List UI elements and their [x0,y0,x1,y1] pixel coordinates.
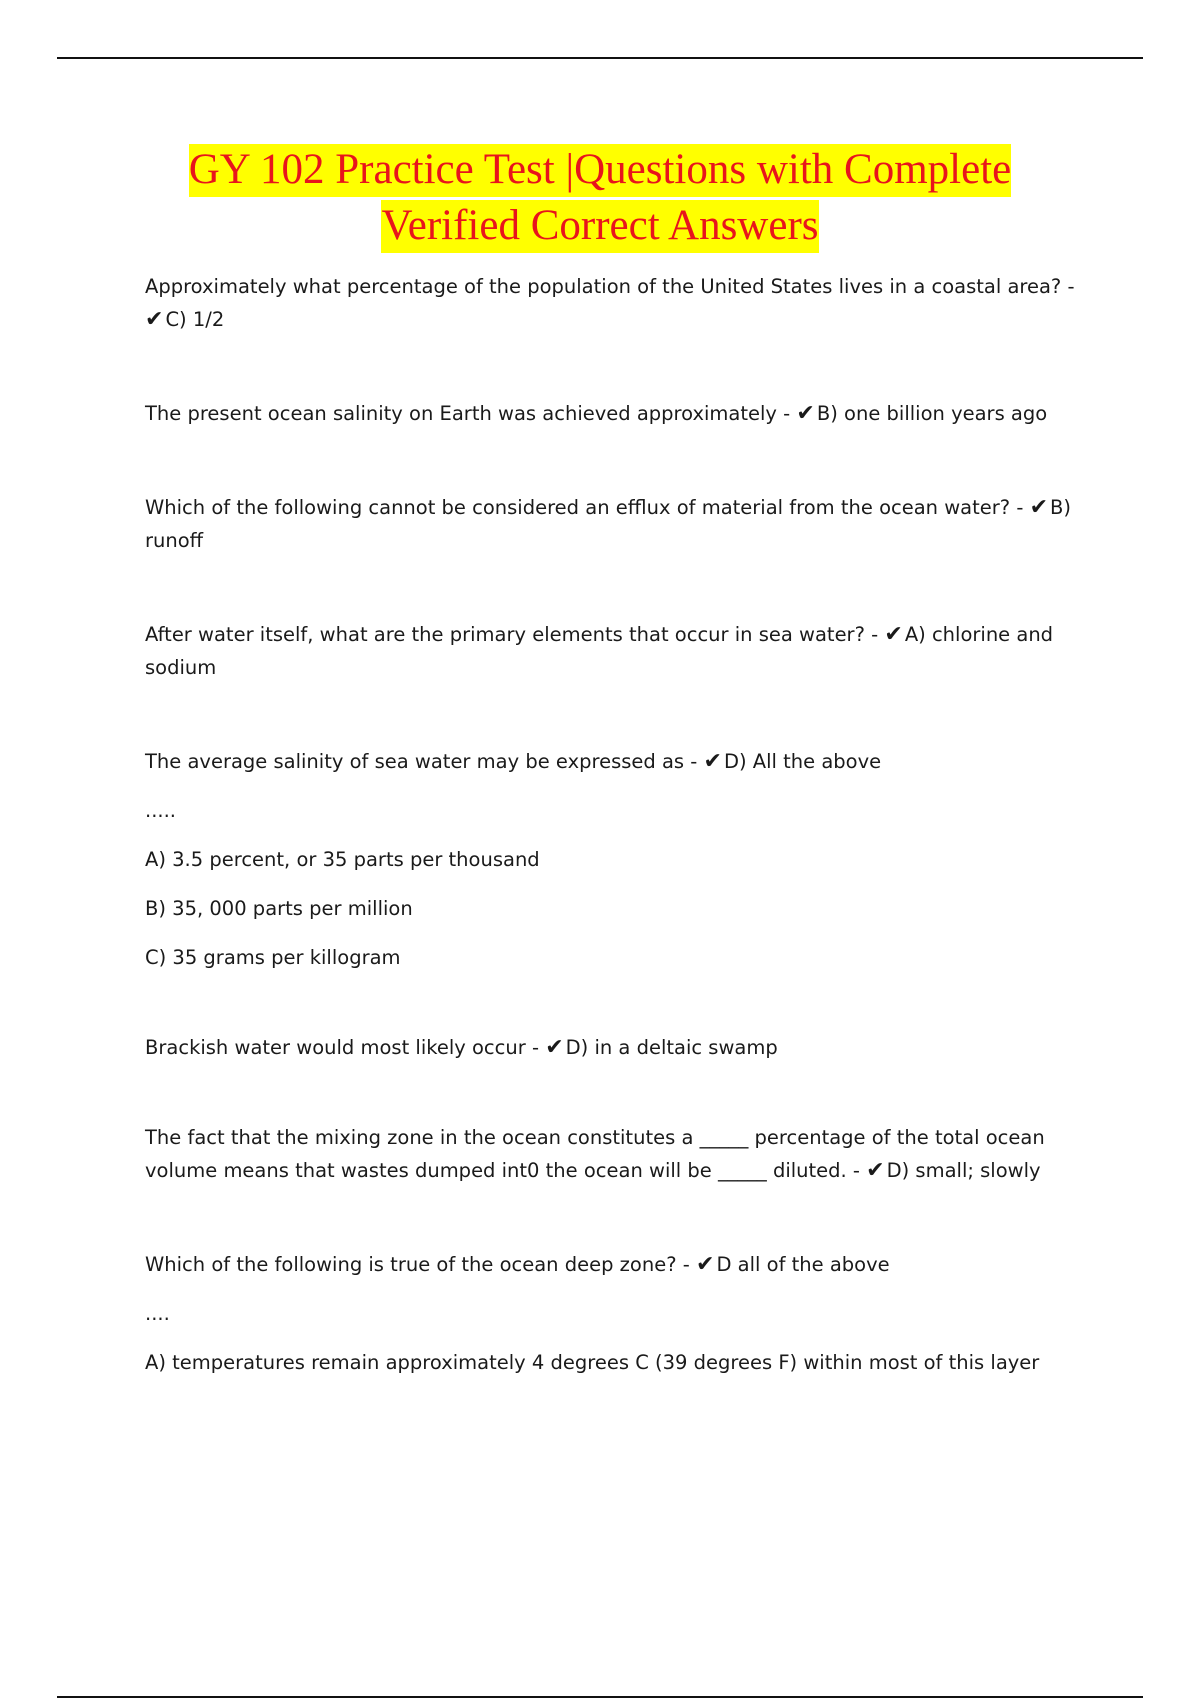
question-item [145,1031,1085,1064]
title-line-2: Verified Correct Answers [381,200,818,253]
title-line-1: GY 102 Practice Test |Questions with Complete [189,144,1011,197]
answer-text: B) runoff [145,496,1072,552]
answer-text: D all of the above [716,1253,890,1276]
question-item [145,1248,1085,1281]
option-item: B) 35, 000 parts per million [145,897,413,920]
answer-text: C) 1/2 [165,308,225,331]
check-mark-icon: ✔ [796,401,815,426]
bottom-rule [57,1696,1143,1698]
question-text: Which of the following cannot be considered an efflux of material from the ocean water? - [145,496,1024,519]
check-mark-icon: ✔ [545,1035,564,1060]
question-item [145,397,1085,430]
question-text: Brackish water would most likely occur - [145,1036,539,1059]
question-item [145,618,1085,684]
top-rule [57,57,1143,59]
question-text: The average salinity of sea water may be expressed as - [145,750,698,773]
question-text: The fact that the mixing zone in the ocean constitutes a _____ percentage of the total ocean volume means that wastes dumped int0 the ocean will be _____ diluted. - [145,1126,1045,1182]
question-list [145,270,1085,1379]
question-text: After water itself, what are the primary elements that occur in sea water? - [145,623,879,646]
question-item [145,745,1085,778]
ellipsis-text: ..... [145,799,176,822]
option-item: A) 3.5 percent, or 35 parts per thousand [145,848,540,871]
check-mark-icon: ✔ [884,622,903,647]
question-text: Which of the following is true of the ocean deep zone? - [145,1253,690,1276]
option-item: A) temperatures remain approximately 4 degrees C (39 degrees F) within most of this layer [145,1351,1040,1374]
answer-text: B) one billion years ago [816,402,1048,425]
question-item [145,491,1085,557]
check-mark-icon: ✔ [703,749,722,774]
question-text: The present ocean salinity on Earth was achieved approximately - [145,402,791,425]
answer-text: D) All the above [723,750,882,773]
check-mark-icon: ✔ [1029,495,1049,520]
answer-text: D) in a deltaic swamp [565,1036,778,1059]
check-mark-icon: ✔ [866,1158,885,1183]
answer-text: A) chlorine and sodium [145,623,1054,679]
option-item: C) 35 grams per killogram [145,946,401,969]
check-mark-icon: ✔ [696,1252,715,1277]
question-text: Approximately what percentage of the population of the United States lives in a coastal area? - [145,275,1075,298]
check-mark-icon: ✔ [145,307,164,332]
document-title [100,142,1100,254]
question-item [145,270,1085,336]
ellipsis-text: .... [145,1302,170,1325]
question-item [145,1121,1085,1187]
answer-text: D) small; slowly [886,1159,1041,1182]
